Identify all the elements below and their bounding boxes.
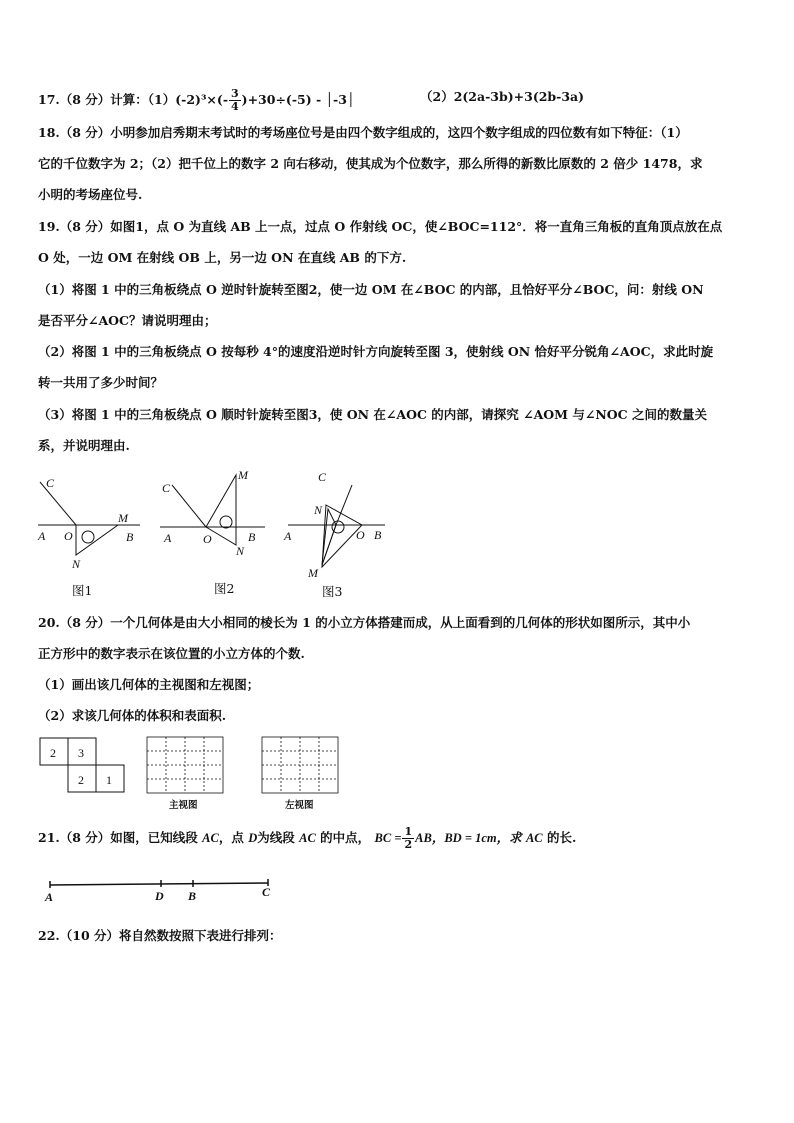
q18-line1: 18.（8 分）小明参加启秀期末考试时的考场座位号是由四个数字组成的，这四个数字组成的四位数有如下特征：（1） — [38, 125, 688, 140]
top-view-cell-1: 2 — [50, 746, 56, 760]
q19-figures — [0, 465, 794, 585]
q17-frac-num: 3 — [231, 87, 239, 100]
q17-expr1-prefix: 17.（8 分）计算：（1）(-2)³×(- — [38, 92, 229, 107]
q21-fraction — [402, 826, 414, 851]
fig1-label-o: O — [64, 529, 73, 543]
figure-3 — [283, 470, 385, 580]
fig2-label-o: O — [203, 532, 212, 546]
q17-expr1-suffix: )+30÷(-5) - │-3│ — [241, 92, 355, 107]
fig2-label-a: A — [164, 531, 172, 545]
seg-label-d: D — [155, 889, 164, 903]
left-view-grid — [262, 737, 338, 793]
q17-part2: （2）2(2a-3b)+3(2b-3a) — [420, 89, 585, 104]
q17-line — [38, 88, 354, 113]
q20-part1: （1）画出该几何体的主视图和左视图； — [38, 677, 260, 692]
q21-bd: ，BD = 1cm，求 — [431, 831, 522, 845]
q21-mid2: 为线段 — [257, 830, 295, 845]
q19-line2: O 处，一边 OM 在射线 OB 上，另一边 ON 在直线 AB 的下方. — [38, 250, 407, 265]
figure-2 — [160, 468, 265, 558]
fig2-label-c: C — [162, 481, 171, 495]
q19-part2a: （2）将图 1 中的三角板绕点 O 按每秒 4°的速度沿逆时针方向旋转至图 3，使射线 ON 恰好平分锐角∠AOC，求此时旋 — [38, 344, 714, 359]
q18-line3: 小明的考场座位号. — [38, 187, 143, 202]
front-view-caption: 主视图 — [169, 800, 198, 811]
seg-label-c: C — [262, 885, 271, 899]
fig3-label-o: O — [356, 528, 365, 542]
q21-bc-eq: BC = — [374, 831, 402, 845]
q19-part3b: 系，并说明理由. — [38, 438, 130, 453]
fig1-label-c: C — [46, 476, 55, 490]
q21-ac3: AC — [525, 831, 543, 845]
q21-mid1: ，点 — [218, 830, 244, 845]
fig3-label-m: M — [308, 566, 318, 580]
seg-label-b: B — [188, 889, 197, 903]
q21-frac-den: 2 — [404, 838, 413, 851]
fig3-label-n: N — [314, 503, 323, 517]
fig3-caption: 图3 — [322, 584, 343, 599]
q22-line: 22.（10 分）将自然数按照下表进行排列： — [38, 928, 282, 943]
left-view-caption: 左视图 — [285, 800, 314, 811]
fig1-label-a: A — [38, 529, 46, 543]
top-view-grid — [40, 738, 124, 792]
q20-line2: 正方形中的数字表示在该位置的小立方体的个数. — [38, 646, 305, 661]
q21-end: 的长. — [547, 830, 577, 845]
q21-mid3: 的中点， — [320, 830, 371, 845]
fig3-label-b: B — [374, 528, 382, 542]
q19-part1b: 是否平分∠AOC？请说明理由； — [38, 313, 217, 328]
q21-line — [38, 826, 576, 851]
fig1-label-b: B — [126, 530, 134, 544]
q17-frac-den: 4 — [231, 100, 239, 113]
q19-line1: 19.（8 分）如图1，点 O 为直线 AB 上一点，过点 O 作射线 OC，使∠BOC=112°．将一直角三角板的直角顶点放在点 — [38, 219, 723, 234]
q19-part2b: 转一共用了多少时间？ — [38, 375, 164, 390]
q21-frac-num: 1 — [404, 825, 413, 838]
fig3-label-c: C — [318, 470, 327, 484]
q21-ac1: AC — [202, 831, 219, 845]
fig1-label-m: M — [118, 511, 128, 525]
q21-ab: AB — [415, 831, 432, 845]
q21-segment — [0, 872, 794, 912]
figure-1 — [37, 476, 140, 571]
top-view-cell-4: 1 — [106, 773, 112, 787]
fig3-label-a: A — [284, 529, 292, 543]
q17-fraction — [229, 88, 241, 113]
q20-line1: 20.（8 分）一个几何体是由大小相同的棱长为 1 的小立方体搭建而成，从上面看到的几何体的形状如图所示，其中小 — [38, 615, 691, 630]
q18-line2: 它的千位数字为 2；（2）把千位上的数字 2 向右移动，使其成为个位数字，那么所得的新数比原数的 2 倍少 1478，求 — [38, 156, 703, 171]
q19-part3a: （3）将图 1 中的三角板绕点 O 顺时针旋转至图3，使 ON 在∠AOC 的内部，请探究 ∠AOM 与∠NOC 之间的数量关 — [38, 407, 707, 422]
fig1-caption: 图1 — [72, 583, 93, 598]
fig1-label-n: N — [72, 557, 81, 571]
fig2-caption: 图2 — [214, 581, 235, 596]
front-view-grid — [147, 737, 223, 793]
fig2-label-n: N — [236, 544, 245, 558]
q20-part2: （2）求该几何体的体积和表面积. — [38, 708, 227, 723]
q21-d: D — [248, 831, 258, 845]
q21-prefix: 21.（8 分）如图，已知线段 — [38, 830, 198, 845]
q20-views — [0, 735, 794, 815]
q21-ac2: AC — [299, 831, 316, 845]
seg-label-a: A — [45, 890, 54, 904]
top-view-cell-2: 3 — [78, 746, 84, 760]
fig2-label-b: B — [248, 530, 256, 544]
fig2-label-m: M — [238, 468, 248, 482]
top-view-cell-3: 2 — [78, 773, 84, 787]
q19-part1a: （1）将图 1 中的三角板绕点 O 逆时针旋转至图2，使一边 OM 在∠BOC 的内部，且恰好平分∠BOC，问：射线 ON — [38, 282, 704, 297]
